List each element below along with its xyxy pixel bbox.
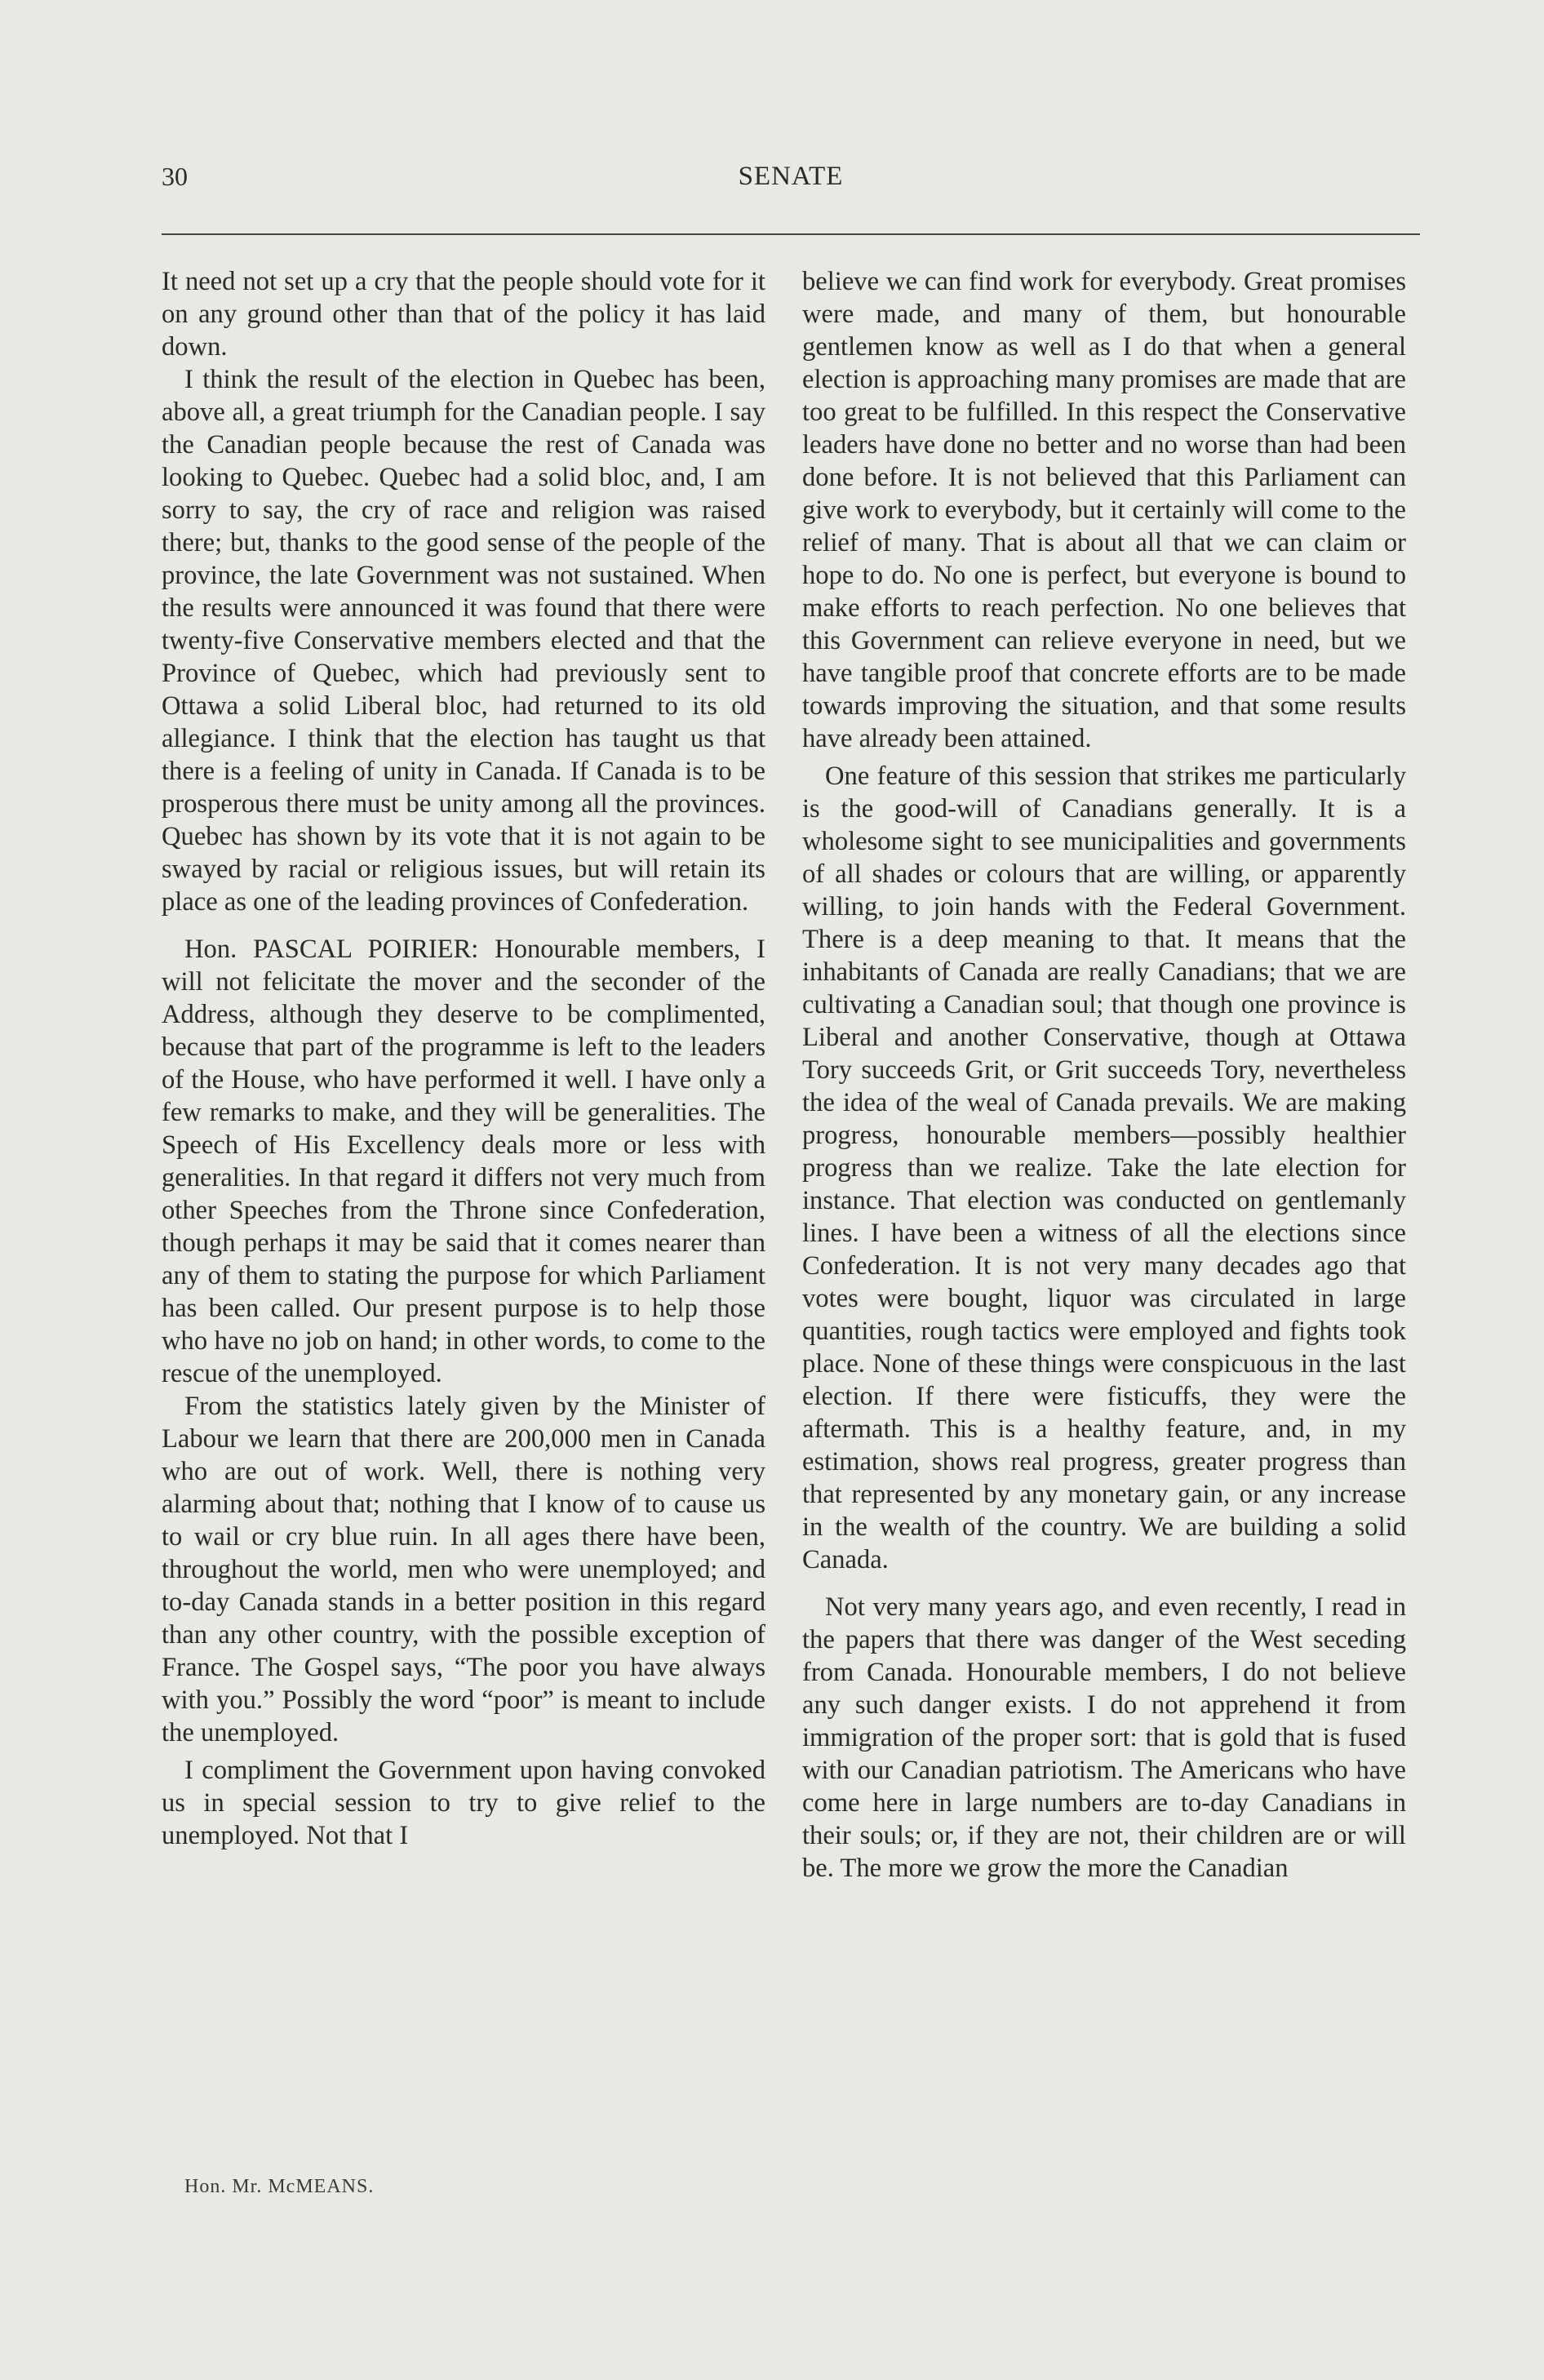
- paragraph: I think the result of the election in Quebec has been, above all, a great triumph for the Canadian people. I say the Canadian people because the rest of Canada was looking to Quebec. Quebec had a solid bloc, and, I am sorry to say, the cry of race and religion was raised there; but, thanks to the good sense of the people of the province, the late Government was not sustained. When the results were announced it was found that there were twenty-five Conservative members elected and that the Province of Quebec, which had previously sent to Ottawa a solid Liberal bloc, had returned to its old allegiance. I think that the election has taught us that there is a feeling of unity in Canada. If Canada is to be prosperous there must be unity among all the provinces. Quebec has shown by its vote that it is not again to be swayed by racial or religious issues, but will retain its place as one of the leading provinces of Confederation.: [162, 365, 765, 917]
- left-column: [162, 265, 765, 1852]
- paragraph: From the statistics lately given by the Minister of Labour we learn that there are 200,000 men in Canada who are out of work. Well, there is nothing very alarming about that; nothing that I know of to cause us to wail or cry blue ruin. In all ages there have been, throughout the world, men who were unemployed; and to-day Canada stands in a better position in this regard than any other country, with the possible exception of France. The Gospel says, “The poor you have always with you.” Possibly the word “poor” is meant to include the unemployed.: [162, 1392, 765, 1747]
- running-head: [162, 162, 1420, 201]
- paragraph: I compliment the Government upon having convoked us in special session to try to give relief to the unemployed. Not that I: [162, 1756, 765, 1850]
- page-title: SENATE: [738, 162, 844, 191]
- right-column: [802, 265, 1406, 1885]
- paragraph: Not very many years ago, and even recently, I read in the papers that there was danger of the West seceding from Canada. Honourable members, I do not believe any such danger exists. I do not apprehend it from immigration of the proper sort: that is gold that is fused with our Canadian patriotism. The Americans who have come here in large numbers are to-day Canadians in their souls; or, if they are not, their children are or will be. The more we grow the more the Canadian: [802, 1592, 1406, 1883]
- speaker-footnote: Hon. Mr. McMEANS.: [184, 2176, 375, 2197]
- header-rule: [162, 233, 1420, 235]
- page-number: 30: [162, 162, 188, 191]
- paragraph: It need not set up a cry that the people should vote for it on any ground other than that of the policy it has laid down.: [162, 267, 765, 362]
- paragraph: believe we can find work for everybody. Great promises were made, and many of them, but honourable gentlemen know as well as I do that when a general election is approaching many promises are made that are too great to be fulfilled. In this respect the Conservative leaders have done no better and no worse than had been done before. It is not believed that this Parliament can give work to everybody, but it certainly will come to the relief of many. That is about all that we can claim or hope to do. No one is perfect, but everyone is bound to make efforts to reach perfection. No one believes that this Government can relieve everyone in need, but we have tangible proof that concrete efforts are to be made towards improving the situation, and that some results have already been attained.: [802, 267, 1406, 753]
- paragraph: Hon. PASCAL POIRIER: Honourable members, I will not felicitate the mover and the seconder of the Address, although they deserve to be complimented, because that part of the programme is left to the leaders of the House, who have performed it well. I have only a few remarks to make, and they will be generalities. The Speech of His Excellency deals more or less with generalities. In that regard it differs not very much from other Speeches from the Throne since Confederation, though perhaps it may be said that it comes nearer than any of them to stating the purpose for which Parliament has been called. Our present purpose is to help those who have no job on hand; in other words, to come to the rescue of the unemployed.: [162, 935, 765, 1388]
- paragraph: One feature of this session that strikes me particularly is the good-will of Canadians generally. It is a wholesome sight to see municipalities and governments of all shades or colours that are willing, or apparently willing, to join hands with the Federal Government. There is a deep meaning to that. It means that the inhabitants of Canada are really Canadians; that we are cultivating a Canadian soul; that though one province is Liberal and another Conservative, though at Ottawa Tory succeeds Grit, or Grit succeeds Tory, nevertheless the idea of the weal of Canada prevails. We are making progress, honourable members—possibly healthier progress than we realize. Take the late election for instance. That election was conducted on gentlemanly lines. I have been a witness of all the elections since Confederation. It is not very many decades ago that votes were bought, liquor was circulated in large quantities, rough tactics were employed and fights took place. None of these things were conspicuous in the last election. If there were fisticuffs, they were the aftermath. This is a healthy feature, and, in my estimation, shows real progress, greater progress than that represented by any monetary gain, or any increase in the wealth of the country. We are building a solid Canada.: [802, 762, 1406, 1574]
